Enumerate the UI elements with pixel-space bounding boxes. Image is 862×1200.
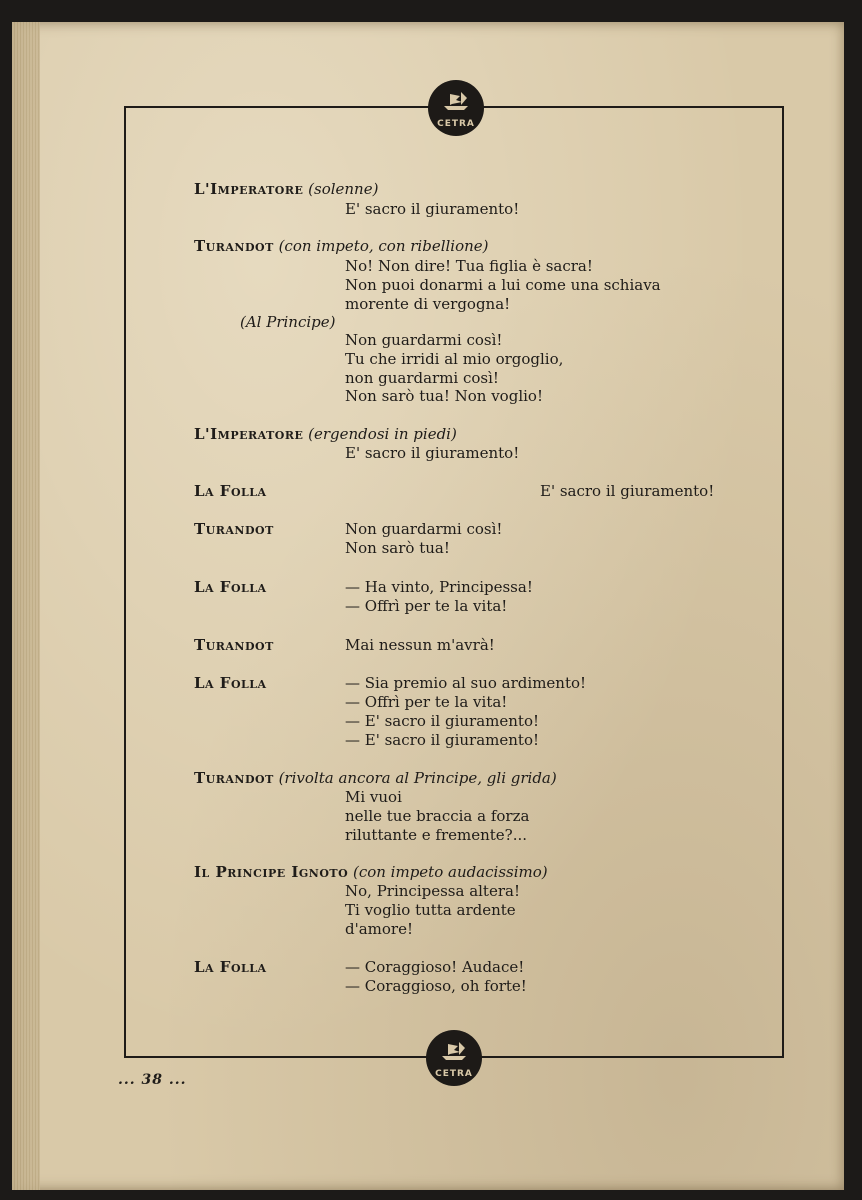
verse-line: — E' sacro il giuramento! [345,712,540,730]
speaker-name: La Folla [194,958,267,976]
verse-line: E' sacro il giuramento! [345,200,520,218]
stage-direction: (con impeto, con ribellione) [278,237,489,255]
verse-line: E' sacro il giuramento! [345,444,520,462]
emblem-label: CETRA [437,119,475,129]
speaker-line [194,180,378,199]
verse-line: No, Principessa altera! [345,882,520,900]
speaker-name: Turandot [194,237,274,255]
verse-line: — Coraggioso, oh forte! [345,977,527,995]
verse-line: Mai nessun m'avrà! [345,636,495,654]
verse-line: Non sarò tua! [345,539,450,557]
verse-line: No! Non dire! Tua figlia è sacra! [345,257,593,275]
verse-line: — E' sacro il giuramento! [345,731,540,749]
verse-line: E' sacro il giuramento! [540,482,715,500]
speaker-name: L'Imperatore [194,425,304,443]
verse-line: riluttante e fremente?... [345,826,528,844]
speaker-line [194,482,267,501]
ship-icon [440,90,472,112]
speaker-name: Turandot [194,520,274,538]
speaker-name: Turandot [194,769,274,787]
stage-direction: (rivolta ancora al Principe, gli grida) [278,769,557,787]
speaker-line [194,958,267,977]
speaker-line [194,636,274,655]
speaker-name: Turandot [194,636,274,654]
verse-line: non guardarmi così! [345,369,499,387]
speaker-line [194,237,489,256]
verse-line: — Offrì per te la vita! [345,693,508,711]
speaker-line [194,769,557,788]
verse-line: Non sarò tua! Non voglio! [345,387,543,405]
verse-line: — Sia premio al suo ardimento! [345,674,587,692]
stage-direction: (Al Principe) [240,313,336,331]
stage-direction: (solenne) [308,180,379,198]
verse-line: Non puoi donarmi a lui come una schiava [345,276,661,294]
page-edges [12,22,40,1190]
stage-direction: (ergendosi in piedi) [308,425,457,443]
verse-line: — Ha vinto, Principessa! [345,578,533,596]
verse-line: — Coraggioso! Audace! [345,958,525,976]
ship-icon [438,1040,470,1062]
verse-line: nelle tue braccia a forza [345,807,530,825]
cetra-emblem-top [428,80,484,136]
verse-line: morente di vergogna! [345,295,511,313]
speaker-line [194,674,267,693]
speaker-name: La Folla [194,674,267,692]
verse-line: — Offrì per te la vita! [345,597,508,615]
speaker-name: Il Principe Ignoto [194,863,349,881]
verse-line: Ti voglio tutta ardente [345,901,516,919]
cetra-emblem-bottom [426,1030,482,1086]
speaker-line [194,578,267,597]
page-number: ... 38 ... [118,1072,187,1088]
verse-line: Mi vuoi [345,788,402,806]
speaker-name: La Folla [194,578,267,596]
emblem-label: CETRA [435,1069,473,1079]
verse-line: Tu che irridi al mio orgoglio, [345,350,564,368]
speaker-line [194,520,274,539]
verse-line: Non guardarmi così! [345,331,503,349]
speaker-line [194,425,457,444]
speaker-line [194,863,548,882]
speaker-name: L'Imperatore [194,180,304,198]
speaker-name: La Folla [194,482,267,500]
verse-line: Non guardarmi così! [345,520,503,538]
stage-direction: (con impeto audacissimo) [352,863,548,881]
verse-line: d'amore! [345,920,413,938]
